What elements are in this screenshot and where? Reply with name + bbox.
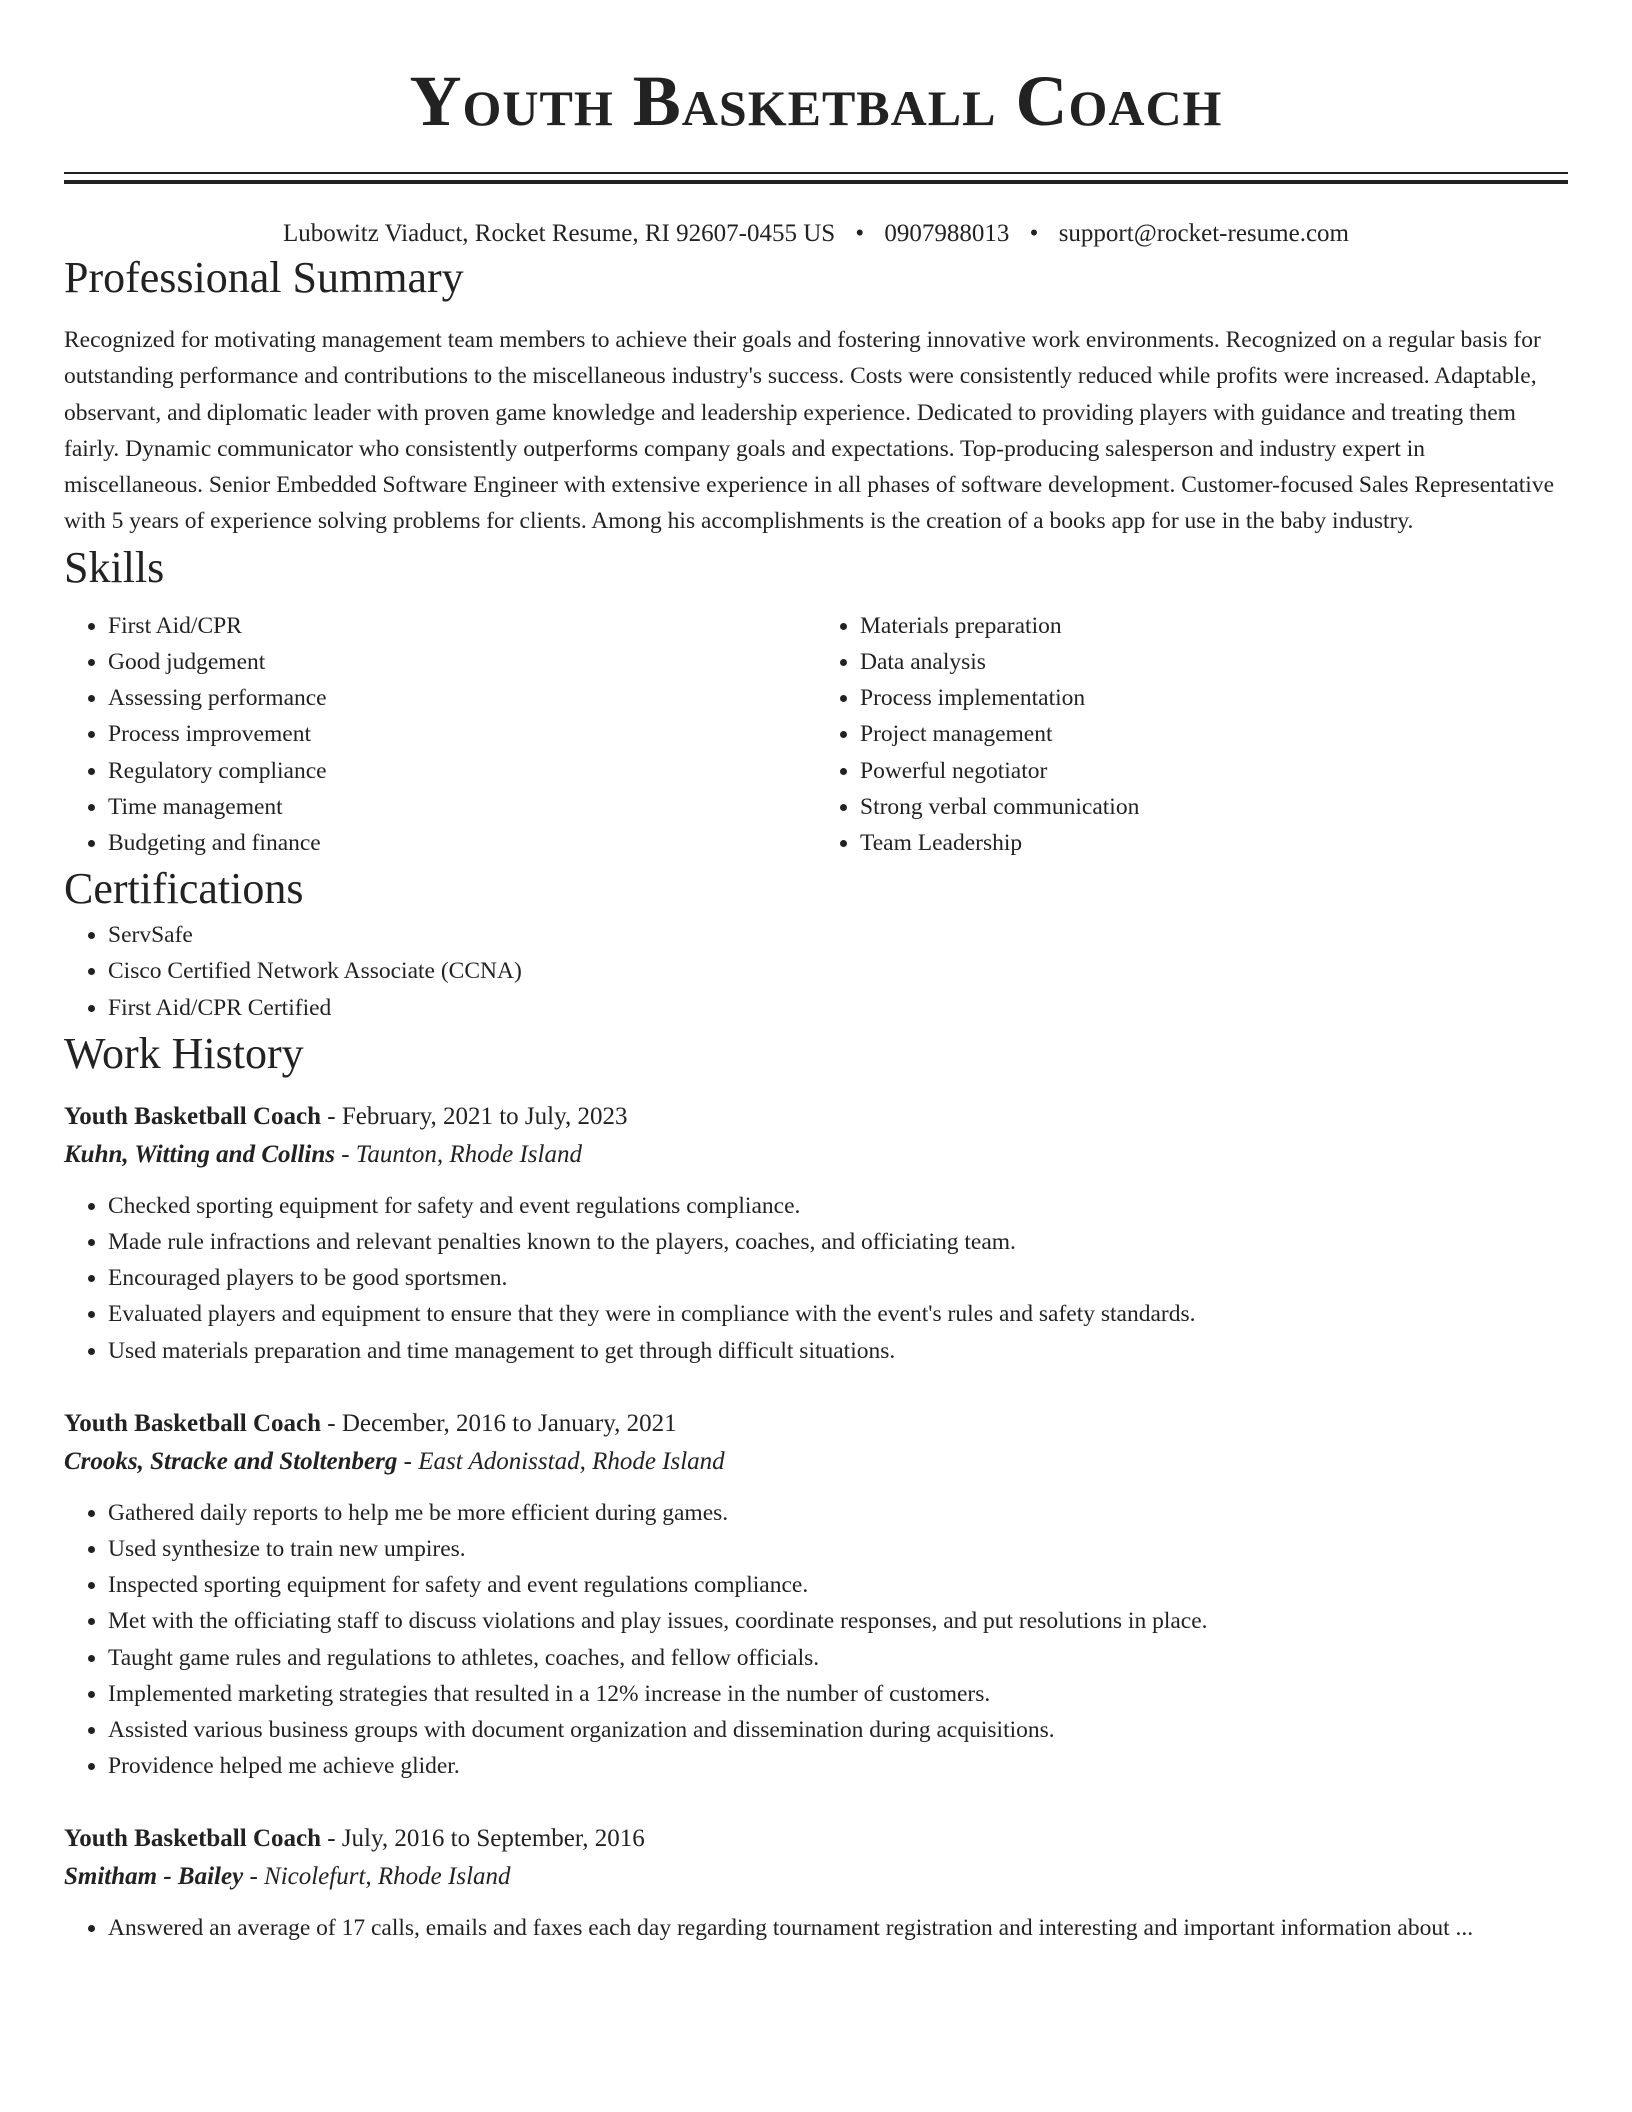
job-location: - Taunton, Rhode Island bbox=[334, 1140, 582, 1168]
skill-item: • Regulatory compliance bbox=[108, 753, 816, 789]
job-bullet: • Checked sporting equipment for safety and event regulations compliance. bbox=[108, 1188, 1568, 1224]
header-divider-thick bbox=[64, 180, 1568, 184]
job-bullet: • Gathered daily reports to help me be more efficient during games. bbox=[108, 1495, 1568, 1531]
skill-item: • Time management bbox=[108, 789, 816, 825]
resume-title: Youth Basketball Coach bbox=[409, 61, 1223, 141]
header-divider-thin bbox=[64, 172, 1568, 174]
skill-item: • Good judgement bbox=[108, 644, 816, 680]
job-title-line bbox=[64, 1820, 1568, 1858]
job-title-line bbox=[64, 1098, 1568, 1136]
certifications-list bbox=[64, 917, 1568, 1026]
certifications-heading: Certifications bbox=[64, 864, 304, 914]
job-title: Youth Basketball Coach bbox=[64, 1102, 321, 1130]
job-company: Crooks, Stracke and Stoltenberg bbox=[64, 1447, 398, 1475]
job-title: Youth Basketball Coach bbox=[64, 1825, 321, 1853]
job-bullet: • Encouraged players to be good sportsmen. bbox=[108, 1260, 1568, 1296]
job-bullet: • Inspected sporting equipment for safety and event regulations compliance. bbox=[108, 1567, 1568, 1603]
job-bullet: • Made rule infractions and relevant penalties known to the players, coaches, and officiating team. bbox=[108, 1224, 1568, 1260]
skills-columns bbox=[64, 608, 1568, 861]
job-bullets bbox=[64, 1910, 1568, 1946]
job-bullets bbox=[64, 1188, 1568, 1369]
certification-item: • First Aid/CPR Certified bbox=[108, 990, 1568, 1026]
job-title: Youth Basketball Coach bbox=[64, 1409, 321, 1437]
contact-separator: • bbox=[855, 220, 865, 247]
job-bullet: • Assisted various business groups with document organization and dissemination during acquisitions. bbox=[108, 1712, 1568, 1748]
job-location: - East Adonisstad, Rhode Island bbox=[397, 1447, 725, 1475]
job-bullet: • Taught game rules and regulations to athletes, coaches, and fellow officials. bbox=[108, 1640, 1568, 1676]
skill-item: • First Aid/CPR bbox=[108, 608, 816, 644]
skills-list-right bbox=[816, 608, 1568, 861]
contact-address: Lubowitz Viaduct, Rocket Resume, RI 92607-0455 US bbox=[283, 220, 836, 247]
summary-text: Recognized for motivating management team members to achieve their goals and fostering innovative work environments. Recognized on a regular basis for outstanding performance and contributions to the miscellaneous industry's success. Costs were consistently reduced while profits were increased. Adaptable, observant, and diplomatic leader with proven game knowledge and leadership experience. Dedicated to providing players with guidance and treating them fairly. Dynamic communicator who consistently outperforms company goals and expectations. Top-producing salesperson and industry expert in miscellaneous. Senior Embedded Software Engineer with extensive experience in all phases of software development. Customer-focused Sales Representative with 5 years of experience solving problems for clients. Among his accomplishments is the creation of a books app for use in the baby industry. bbox=[64, 327, 1555, 535]
contact-email: support@rocket-resume.com bbox=[1058, 220, 1349, 247]
job-company-line bbox=[64, 1443, 1568, 1481]
summary-heading: Professional Summary bbox=[64, 253, 464, 302]
contact-phone: 0907988013 bbox=[884, 220, 1010, 247]
skill-item: • Powerful negotiator bbox=[860, 753, 1568, 789]
job-bullet: • Met with the officiating staff to discuss violations and play issues, coordinate responses, and put resolutions in place. bbox=[108, 1603, 1568, 1639]
job-dates: - December, 2016 to January, 2021 bbox=[321, 1409, 677, 1437]
skill-item: • Team Leadership bbox=[860, 825, 1568, 861]
job-title-line bbox=[64, 1405, 1568, 1443]
job-dates: - July, 2016 to September, 2016 bbox=[321, 1825, 645, 1853]
skill-item: • Data analysis bbox=[860, 644, 1568, 680]
job-bullet: • Answered an average of 17 calls, emails and faxes each day regarding tournament registration and interesting and important information about ... bbox=[108, 1910, 1568, 1946]
job-location: - Nicolefurt, Rhode Island bbox=[243, 1863, 511, 1891]
job-bullet: • Evaluated players and equipment to ensure that they were in compliance with the event's rules and safety standards. bbox=[108, 1296, 1568, 1332]
skill-item: • Process implementation bbox=[860, 680, 1568, 716]
work-history-heading: Work History bbox=[64, 1028, 304, 1078]
contact-line bbox=[64, 218, 1568, 250]
job-entry bbox=[64, 1098, 1568, 1369]
job-bullets bbox=[64, 1495, 1568, 1785]
job-company: Smitham - Bailey bbox=[64, 1863, 244, 1891]
job-company: Kuhn, Witting and Collins bbox=[64, 1140, 335, 1168]
job-bullet: • Implemented marketing strategies that resulted in a 12% increase in the number of customers. bbox=[108, 1676, 1568, 1712]
contact-separator: • bbox=[1029, 220, 1039, 247]
certification-item: • ServSafe bbox=[108, 917, 1568, 953]
job-company-line bbox=[64, 1858, 1568, 1896]
job-entry bbox=[64, 1405, 1568, 1785]
job-bullet: • Used materials preparation and time management to get through difficult situations. bbox=[108, 1333, 1568, 1369]
skill-item: • Assessing performance bbox=[108, 680, 816, 716]
job-dates: - February, 2021 to July, 2023 bbox=[321, 1102, 628, 1130]
skills-list-left bbox=[64, 608, 816, 861]
skill-item: • Project management bbox=[860, 716, 1568, 752]
job-entry bbox=[64, 1820, 1568, 1946]
skill-item: • Materials preparation bbox=[860, 608, 1568, 644]
job-bullet: • Providence helped me achieve glider. bbox=[108, 1748, 1568, 1784]
skills-heading: Skills bbox=[64, 542, 165, 592]
skill-item: • Process improvement bbox=[108, 716, 816, 752]
job-bullet: • Used synthesize to train new umpires. bbox=[108, 1531, 1568, 1567]
certification-item: • Cisco Certified Network Associate (CCNA) bbox=[108, 953, 1568, 989]
skill-item: • Strong verbal communication bbox=[860, 789, 1568, 825]
skill-item: • Budgeting and finance bbox=[108, 825, 816, 861]
job-company-line bbox=[64, 1136, 1568, 1174]
